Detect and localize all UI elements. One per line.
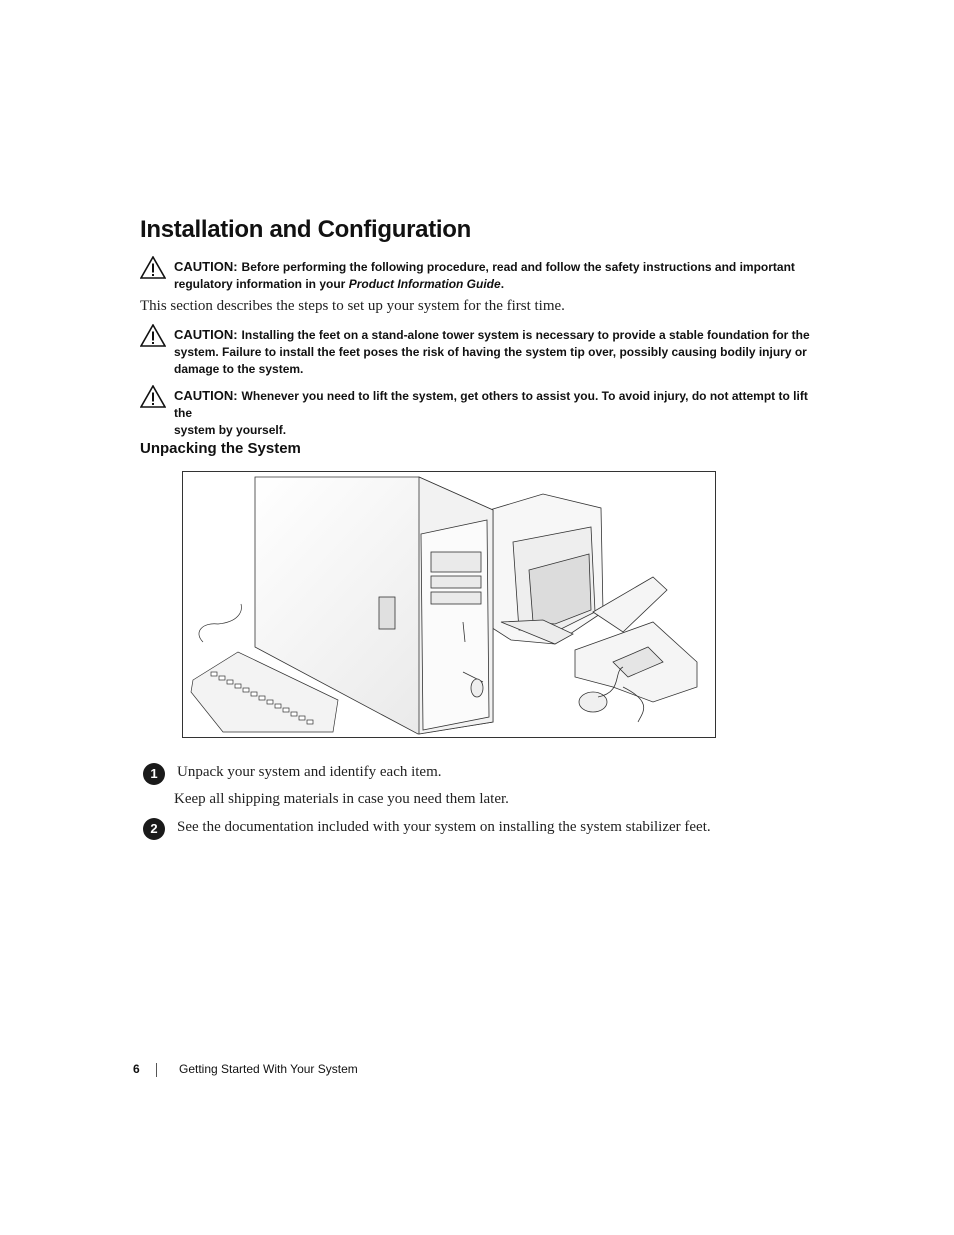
caution-label: CAUTION: bbox=[174, 327, 238, 342]
footer-document-title: Getting Started With Your System bbox=[179, 1062, 358, 1076]
caution-text: Installing the feet on a stand-alone tower system is necessary to provide a stable foundation for the bbox=[241, 328, 810, 342]
warning-triangle-icon bbox=[140, 385, 166, 409]
page-number: 6 bbox=[133, 1062, 140, 1076]
caution-text-line2: system by yourself. bbox=[174, 423, 287, 437]
step-number-badge: 2 bbox=[143, 818, 165, 840]
warning-triangle-icon bbox=[140, 256, 166, 280]
caution-notice-3 bbox=[140, 387, 820, 439]
caution-text-line2: system. Failure to install the feet poses the risk of having the system tip over, possibly causing bodily injury or bbox=[174, 345, 807, 359]
caution-text: Whenever you need to lift the system, get others to assist you. To avoid injury, do not attempt to lift the bbox=[174, 389, 808, 420]
step-text: Unpack your system and identify each item. bbox=[177, 764, 442, 780]
caution-text-tail: . bbox=[500, 277, 505, 291]
unpacking-illustration bbox=[182, 471, 716, 738]
warning-triangle-icon bbox=[140, 324, 166, 348]
monitor-drawing bbox=[483, 494, 603, 644]
page-title: Installation and Configuration bbox=[140, 216, 471, 243]
caution-notice-2 bbox=[140, 326, 820, 378]
section-heading: Unpacking the System bbox=[140, 440, 301, 457]
caution-notice-1 bbox=[140, 258, 820, 293]
intro-paragraph: This section describes the steps to set up your system for the first time. bbox=[140, 298, 565, 314]
caution-text: Before performing the following procedure, read and follow the safety instructions and important bbox=[241, 260, 795, 274]
caution-text-line3: damage to the system. bbox=[174, 362, 304, 376]
shipping-note: Keep all shipping materials in case you need them later. bbox=[174, 791, 509, 807]
product-information-guide-title: Product Information Guide bbox=[348, 277, 501, 291]
caution-label: CAUTION: bbox=[174, 388, 238, 403]
step-number-badge: 1 bbox=[143, 763, 165, 785]
caution-text-line2: regulatory information in your bbox=[174, 277, 349, 291]
step-text: See the documentation included with your system on installing the system stabilizer feet. bbox=[177, 819, 711, 835]
footer-divider bbox=[156, 1063, 157, 1077]
system-components-drawing bbox=[183, 472, 715, 737]
caution-label: CAUTION: bbox=[174, 259, 238, 274]
